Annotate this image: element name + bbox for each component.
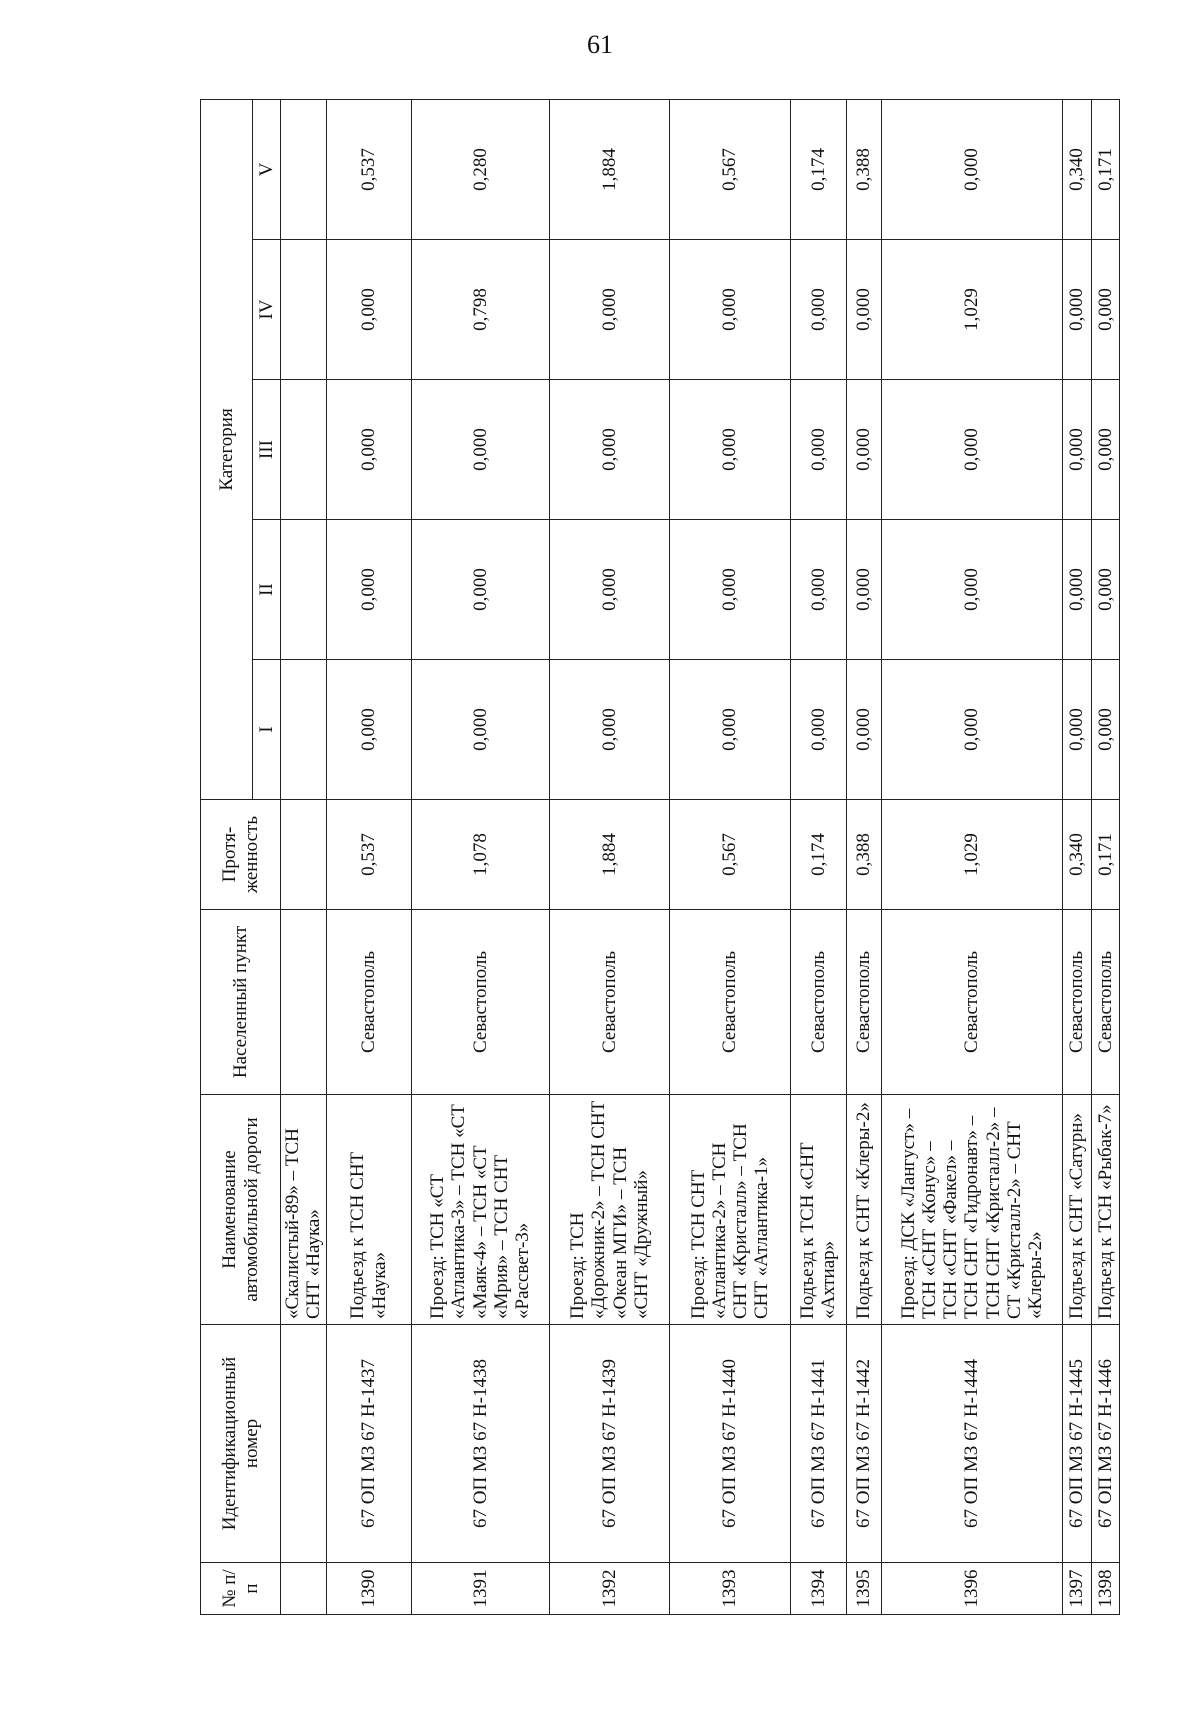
table-row xyxy=(881,99,1062,1614)
category-v-length: 0,171 xyxy=(1091,99,1119,239)
category-ii-length: 0,000 xyxy=(1091,520,1119,660)
row-number: 1397 xyxy=(1063,1563,1091,1615)
roads-registry-table xyxy=(200,99,1120,1615)
header-cat-i: I xyxy=(253,660,281,800)
category-iv-length: 0,000 xyxy=(846,240,881,380)
table-row xyxy=(790,99,846,1614)
row-number: 1391 xyxy=(411,1563,549,1615)
road-id-code: 67 ОП МЗ 67 Н-1440 xyxy=(670,1325,790,1563)
table-body xyxy=(326,99,1119,1614)
category-v-length: 0,537 xyxy=(326,99,411,239)
header-road-name: Наименование автомобильной дороги xyxy=(201,1095,281,1325)
category-i-length: 0,000 xyxy=(326,660,411,800)
continuation-row xyxy=(281,99,327,1614)
road-length: 0,174 xyxy=(790,800,846,910)
category-ii-length: 0,000 xyxy=(881,520,1062,660)
road-name: Подъезд к ТСН «СНТ «Ахтиар» xyxy=(790,1095,846,1325)
category-ii-length: 0,000 xyxy=(411,520,549,660)
category-i-length: 0,000 xyxy=(846,660,881,800)
road-length: 1,884 xyxy=(549,800,669,910)
category-ii-length: 0,000 xyxy=(1063,520,1091,660)
road-name: Подъезд к СНТ «Клеры-2» xyxy=(846,1095,881,1325)
category-ii-length: 0,000 xyxy=(846,520,881,660)
road-name: Проезд: ДСК «Лангуст» – ТСН «СНТ «Конус» – ТСН «СНТ «Факел» – ТСН СНТ «Гидронавт» – ТСН СНТ «Кристалл-2» – СТ «Кристалл-2» – СНТ «Клеры-2» xyxy=(881,1095,1062,1325)
category-ii-length: 0,000 xyxy=(326,520,411,660)
locality: Севастополь xyxy=(790,910,846,1095)
road-length: 0,340 xyxy=(1063,800,1091,910)
table-row xyxy=(549,99,669,1614)
table-row xyxy=(1091,99,1119,1614)
category-iii-length: 0,000 xyxy=(549,380,669,520)
row-number: 1393 xyxy=(670,1563,790,1615)
category-iii-length: 0,000 xyxy=(1063,380,1091,520)
locality: Севастополь xyxy=(1063,910,1091,1095)
road-id-code: 67 ОП МЗ 67 Н-1439 xyxy=(549,1325,669,1563)
category-iv-length: 0,000 xyxy=(549,240,669,380)
category-v-length: 0,567 xyxy=(670,99,790,239)
header-code: Идентификационный номер xyxy=(201,1325,281,1563)
road-length: 1,078 xyxy=(411,800,549,910)
road-id-code: 67 ОП МЗ 67 Н-1444 xyxy=(881,1325,1062,1563)
header-length: Протя- женность xyxy=(201,800,281,910)
locality: Севастополь xyxy=(326,910,411,1095)
category-iii-length: 0,000 xyxy=(1091,380,1119,520)
category-iii-length: 0,000 xyxy=(670,380,790,520)
road-length: 1,029 xyxy=(881,800,1062,910)
category-iii-length: 0,000 xyxy=(326,380,411,520)
header-cat-iii: III xyxy=(253,380,281,520)
header-cat-v: V xyxy=(253,99,281,239)
road-length: 0,171 xyxy=(1091,800,1119,910)
row-number: 1398 xyxy=(1091,1563,1119,1615)
category-v-length: 0,280 xyxy=(411,99,549,239)
category-i-length: 0,000 xyxy=(549,660,669,800)
row-number: 1392 xyxy=(549,1563,669,1615)
road-name: Подъезд к СНТ «Сатурн» xyxy=(1063,1095,1091,1325)
category-v-length: 0,174 xyxy=(790,99,846,239)
category-ii-length: 0,000 xyxy=(670,520,790,660)
row-number: 1390 xyxy=(326,1563,411,1615)
category-iii-length: 0,000 xyxy=(881,380,1062,520)
road-name: Подъезд к ТСН «Рыбак-7» xyxy=(1091,1095,1119,1325)
page-number: 61 xyxy=(587,30,613,59)
table-row xyxy=(670,99,790,1614)
category-i-length: 0,000 xyxy=(790,660,846,800)
category-iii-length: 0,000 xyxy=(411,380,549,520)
locality: Севастополь xyxy=(670,910,790,1095)
category-ii-length: 0,000 xyxy=(549,520,669,660)
road-name: Проезд: ТСН «Дорожник-2» – ТСН СНТ «Океан МГИ» – ТСН «СНТ «Дружный» xyxy=(549,1095,669,1325)
category-v-length: 1,884 xyxy=(549,99,669,239)
rotated-table-container xyxy=(200,100,1120,1615)
category-v-length: 0,340 xyxy=(1063,99,1091,239)
road-length: 0,388 xyxy=(846,800,881,910)
table-row xyxy=(411,99,549,1614)
road-id-code: 67 ОП МЗ 67 Н-1438 xyxy=(411,1325,549,1563)
category-ii-length: 0,000 xyxy=(790,520,846,660)
header-locality: Населенный пункт xyxy=(201,910,281,1095)
road-length: 0,567 xyxy=(670,800,790,910)
road-name: Подъезд к ТСН СНТ «Наука» xyxy=(326,1095,411,1325)
locality: Севастополь xyxy=(1091,910,1119,1095)
category-iv-length: 0,000 xyxy=(670,240,790,380)
table-row xyxy=(846,99,881,1614)
category-v-length: 0,000 xyxy=(881,99,1062,239)
locality: Севастополь xyxy=(411,910,549,1095)
road-id-code: 67 ОП МЗ 67 Н-1442 xyxy=(846,1325,881,1563)
category-i-length: 0,000 xyxy=(1063,660,1091,800)
row-number: 1395 xyxy=(846,1563,881,1615)
row-number: 1396 xyxy=(881,1563,1062,1615)
road-name: Проезд: ТСН СНТ «Атлантика-2» – ТСН СНТ «Кристалл» – ТСН СНТ «Атлантика-1» xyxy=(670,1095,790,1325)
category-i-length: 0,000 xyxy=(670,660,790,800)
locality: Севастополь xyxy=(881,910,1062,1095)
category-i-length: 0,000 xyxy=(411,660,549,800)
road-id-code: 67 ОП МЗ 67 Н-1441 xyxy=(790,1325,846,1563)
category-iv-length: 0,000 xyxy=(790,240,846,380)
locality: Севастополь xyxy=(846,910,881,1095)
road-id-code: 67 ОП МЗ 67 Н-1437 xyxy=(326,1325,411,1563)
table-header xyxy=(201,99,327,1614)
category-i-length: 0,000 xyxy=(881,660,1062,800)
category-iv-length: 1,029 xyxy=(881,240,1062,380)
category-v-length: 0,388 xyxy=(846,99,881,239)
header-category: Категория xyxy=(201,99,253,799)
header-cat-ii: II xyxy=(253,520,281,660)
category-iii-length: 0,000 xyxy=(790,380,846,520)
category-iv-length: 0,000 xyxy=(326,240,411,380)
continuation-road-name: «Скалистый-89» – ТСН СНТ «Наука» xyxy=(281,1095,327,1325)
table-row xyxy=(1063,99,1091,1614)
header-cat-iv: IV xyxy=(253,240,281,380)
category-iii-length: 0,000 xyxy=(846,380,881,520)
row-number: 1394 xyxy=(790,1563,846,1615)
table-row xyxy=(326,99,411,1614)
locality: Севастополь xyxy=(549,910,669,1095)
category-iv-length: 0,000 xyxy=(1063,240,1091,380)
category-iv-length: 0,798 xyxy=(411,240,549,380)
category-iv-length: 0,000 xyxy=(1091,240,1119,380)
road-id-code: 67 ОП МЗ 67 Н-1445 xyxy=(1063,1325,1091,1563)
category-i-length: 0,000 xyxy=(1091,660,1119,800)
road-name: Проезд: ТСН «СТ «Атлантика-3» – ТСН «СТ «Маяк-4» – ТСН «СТ «Мрия» – ТСН СНТ «Рассвет-3» xyxy=(411,1095,549,1325)
road-length: 0,537 xyxy=(326,800,411,910)
header-num: № п/п xyxy=(201,1563,281,1615)
road-id-code: 67 ОП МЗ 67 Н-1446 xyxy=(1091,1325,1119,1563)
